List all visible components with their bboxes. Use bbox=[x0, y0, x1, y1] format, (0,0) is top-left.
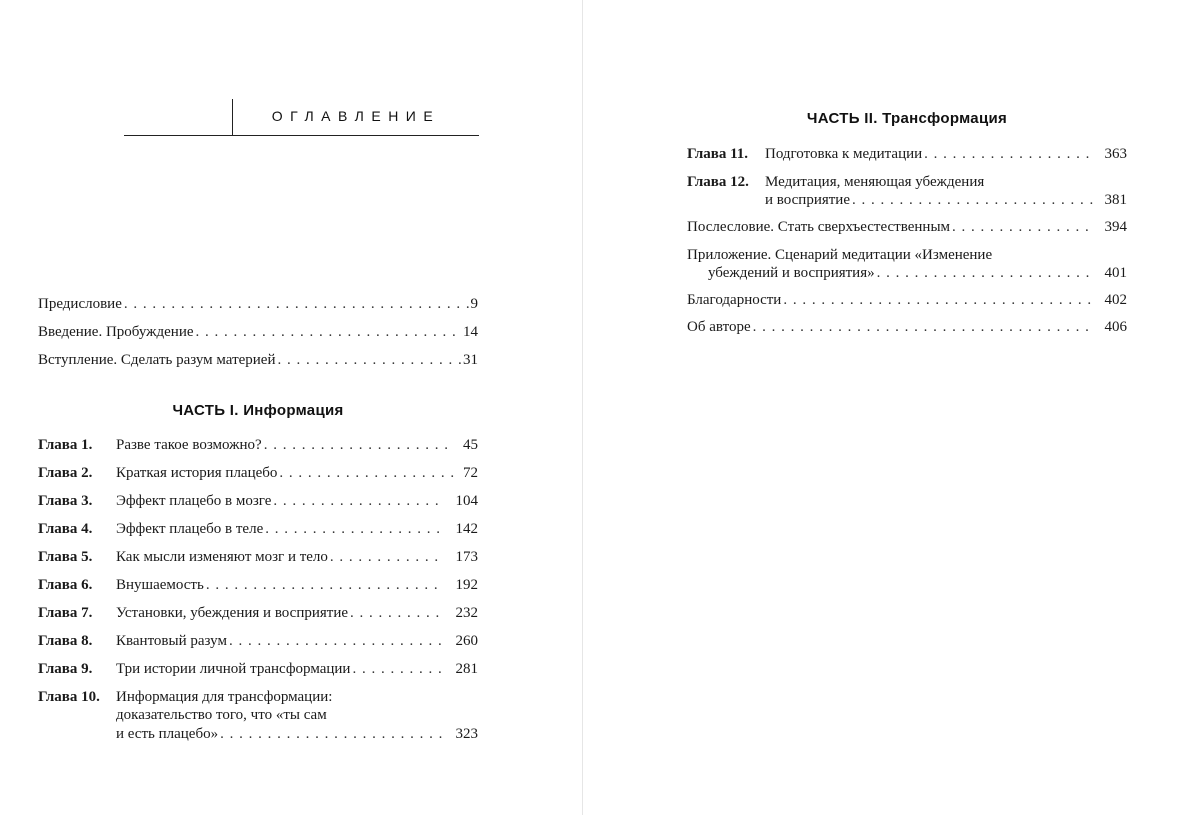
leader-dots bbox=[196, 323, 461, 341]
entry-page: 406 bbox=[1104, 319, 1127, 335]
chapter-10-label: Глава 10. bbox=[38, 689, 100, 705]
toc-entry-chapter-2[interactable] bbox=[38, 464, 478, 482]
entry-title: и есть плацебо» bbox=[116, 726, 219, 742]
leader-dots bbox=[924, 145, 1093, 163]
part2-title: ЧАСТЬ II. Трансформация bbox=[806, 110, 1008, 127]
chapter-label: Глава 5. bbox=[38, 549, 93, 565]
entry-page: 45 bbox=[463, 437, 478, 453]
entry-title: и восприятие bbox=[765, 192, 850, 208]
entry-title: Краткая история плацебо bbox=[116, 465, 278, 481]
chapter-12-title-line-1[interactable]: Медитация, меняющая убеждения bbox=[765, 174, 985, 190]
leader-dots bbox=[952, 218, 1093, 236]
toc-heading: ОГЛАВЛЕНИЕ bbox=[271, 108, 441, 124]
entry-page: 14 bbox=[463, 324, 478, 340]
leader-dots bbox=[206, 576, 444, 594]
entry-title: Квантовый разум bbox=[116, 633, 227, 649]
leader-dots bbox=[220, 725, 444, 743]
entry-title: Благодарности bbox=[687, 292, 782, 308]
entry-page: 260 bbox=[455, 633, 478, 649]
chapter-label: Глава 6. bbox=[38, 577, 93, 593]
heading-horizontal-rule bbox=[124, 135, 479, 136]
part1-title: ЧАСТЬ I. Информация bbox=[172, 402, 344, 419]
chapter-label: Глава 2. bbox=[38, 465, 93, 481]
entry-page: 323 bbox=[455, 726, 478, 742]
entry-title: Предисловие bbox=[38, 296, 122, 312]
leader-dots bbox=[265, 520, 444, 538]
entry-page: 381 bbox=[1104, 192, 1127, 208]
toc-entry-chapter-9[interactable] bbox=[38, 660, 478, 678]
entry-page: 401 bbox=[1104, 265, 1127, 281]
leader-dots bbox=[124, 295, 469, 313]
entry-page: 142 bbox=[455, 521, 478, 537]
toc-entry-chapter-4[interactable] bbox=[38, 520, 478, 538]
toc-entry-appendix[interactable] bbox=[708, 264, 1127, 282]
toc-entry-chapter-12[interactable] bbox=[765, 191, 1127, 209]
toc-entry-chapter-10[interactable] bbox=[116, 725, 478, 743]
chapter-label: Глава 4. bbox=[38, 521, 93, 537]
entry-page: 104 bbox=[455, 493, 478, 509]
entry-page: 192 bbox=[455, 577, 478, 593]
entry-title: Внушаемость bbox=[116, 577, 204, 593]
toc-entry-afterword[interactable] bbox=[687, 218, 1127, 236]
entry-page: 72 bbox=[463, 465, 478, 481]
entry-title: Введение. Пробуждение bbox=[38, 324, 194, 340]
appendix-title-line-1[interactable]: Приложение. Сценарий медитации «Изменение bbox=[687, 247, 993, 263]
entry-page: 232 bbox=[455, 605, 478, 621]
chapter-12-label: Глава 12. bbox=[687, 174, 749, 190]
toc-entry-preface[interactable] bbox=[38, 295, 478, 313]
leader-dots bbox=[278, 351, 462, 369]
chapter-10-title-line-1[interactable]: Информация для трансформации: bbox=[116, 689, 333, 705]
toc-entry-chapter-6[interactable] bbox=[38, 576, 478, 594]
entry-title: Эффект плацебо в мозге bbox=[116, 493, 272, 509]
chapter-label: Глава 8. bbox=[38, 633, 93, 649]
toc-entry-chapter-5[interactable] bbox=[38, 548, 478, 566]
chapter-label: Глава 1. bbox=[38, 437, 93, 453]
toc-entry-acknowledgements[interactable] bbox=[687, 291, 1127, 309]
entry-page: 9 bbox=[470, 296, 478, 312]
chapter-label: Глава 9. bbox=[38, 661, 93, 677]
entry-title: Разве такое возможно? bbox=[116, 437, 262, 453]
toc-entry-about-author[interactable] bbox=[687, 318, 1127, 336]
toc-entry-chapter-8[interactable] bbox=[38, 632, 478, 650]
leader-dots bbox=[273, 492, 444, 510]
leader-dots bbox=[783, 291, 1093, 309]
toc-entry-chapter-11[interactable] bbox=[687, 145, 1127, 163]
toc-entry-foreword[interactable] bbox=[38, 351, 478, 369]
entry-page: 281 bbox=[455, 661, 478, 677]
entry-title: Как мысли изменяют мозг и тело bbox=[116, 549, 328, 565]
entry-title: Послесловие. Стать сверхъестественным bbox=[687, 219, 951, 235]
entry-title: Три истории личной трансформации bbox=[116, 661, 351, 677]
book-spine bbox=[582, 0, 583, 815]
leader-dots bbox=[753, 318, 1093, 336]
leader-dots bbox=[352, 660, 444, 678]
leader-dots bbox=[877, 264, 1093, 282]
entry-page: 394 bbox=[1104, 219, 1127, 235]
entry-title: Вступление. Сделать разум материей bbox=[38, 352, 276, 368]
leader-dots bbox=[229, 632, 444, 650]
toc-entry-chapter-7[interactable] bbox=[38, 604, 478, 622]
entry-title: убеждений и восприятия» bbox=[708, 265, 875, 281]
toc-entry-introduction[interactable] bbox=[38, 323, 478, 341]
entry-title: Установки, убеждения и восприятие bbox=[116, 605, 349, 621]
chapter-label: Глава 7. bbox=[38, 605, 93, 621]
entry-title: Подготовка к медитации bbox=[765, 146, 923, 162]
entry-title: Об авторе bbox=[687, 319, 751, 335]
chapter-label: Глава 11. bbox=[687, 146, 749, 162]
leader-dots bbox=[852, 191, 1093, 209]
leader-dots bbox=[279, 464, 454, 482]
entry-title: Эффект плацебо в теле bbox=[116, 521, 264, 537]
entry-page: 363 bbox=[1104, 146, 1127, 162]
toc-entry-chapter-1[interactable] bbox=[38, 436, 478, 454]
chapter-label: Глава 3. bbox=[38, 493, 93, 509]
chapter-10-title-line-2[interactable]: доказательство того, что «ты сам bbox=[116, 707, 327, 723]
entry-page: 402 bbox=[1104, 292, 1127, 308]
leader-dots bbox=[264, 436, 454, 454]
entry-page: 31 bbox=[463, 352, 478, 368]
toc-entry-chapter-3[interactable] bbox=[38, 492, 478, 510]
entry-page: 173 bbox=[455, 549, 478, 565]
leader-dots bbox=[330, 548, 444, 566]
leader-dots bbox=[350, 604, 444, 622]
